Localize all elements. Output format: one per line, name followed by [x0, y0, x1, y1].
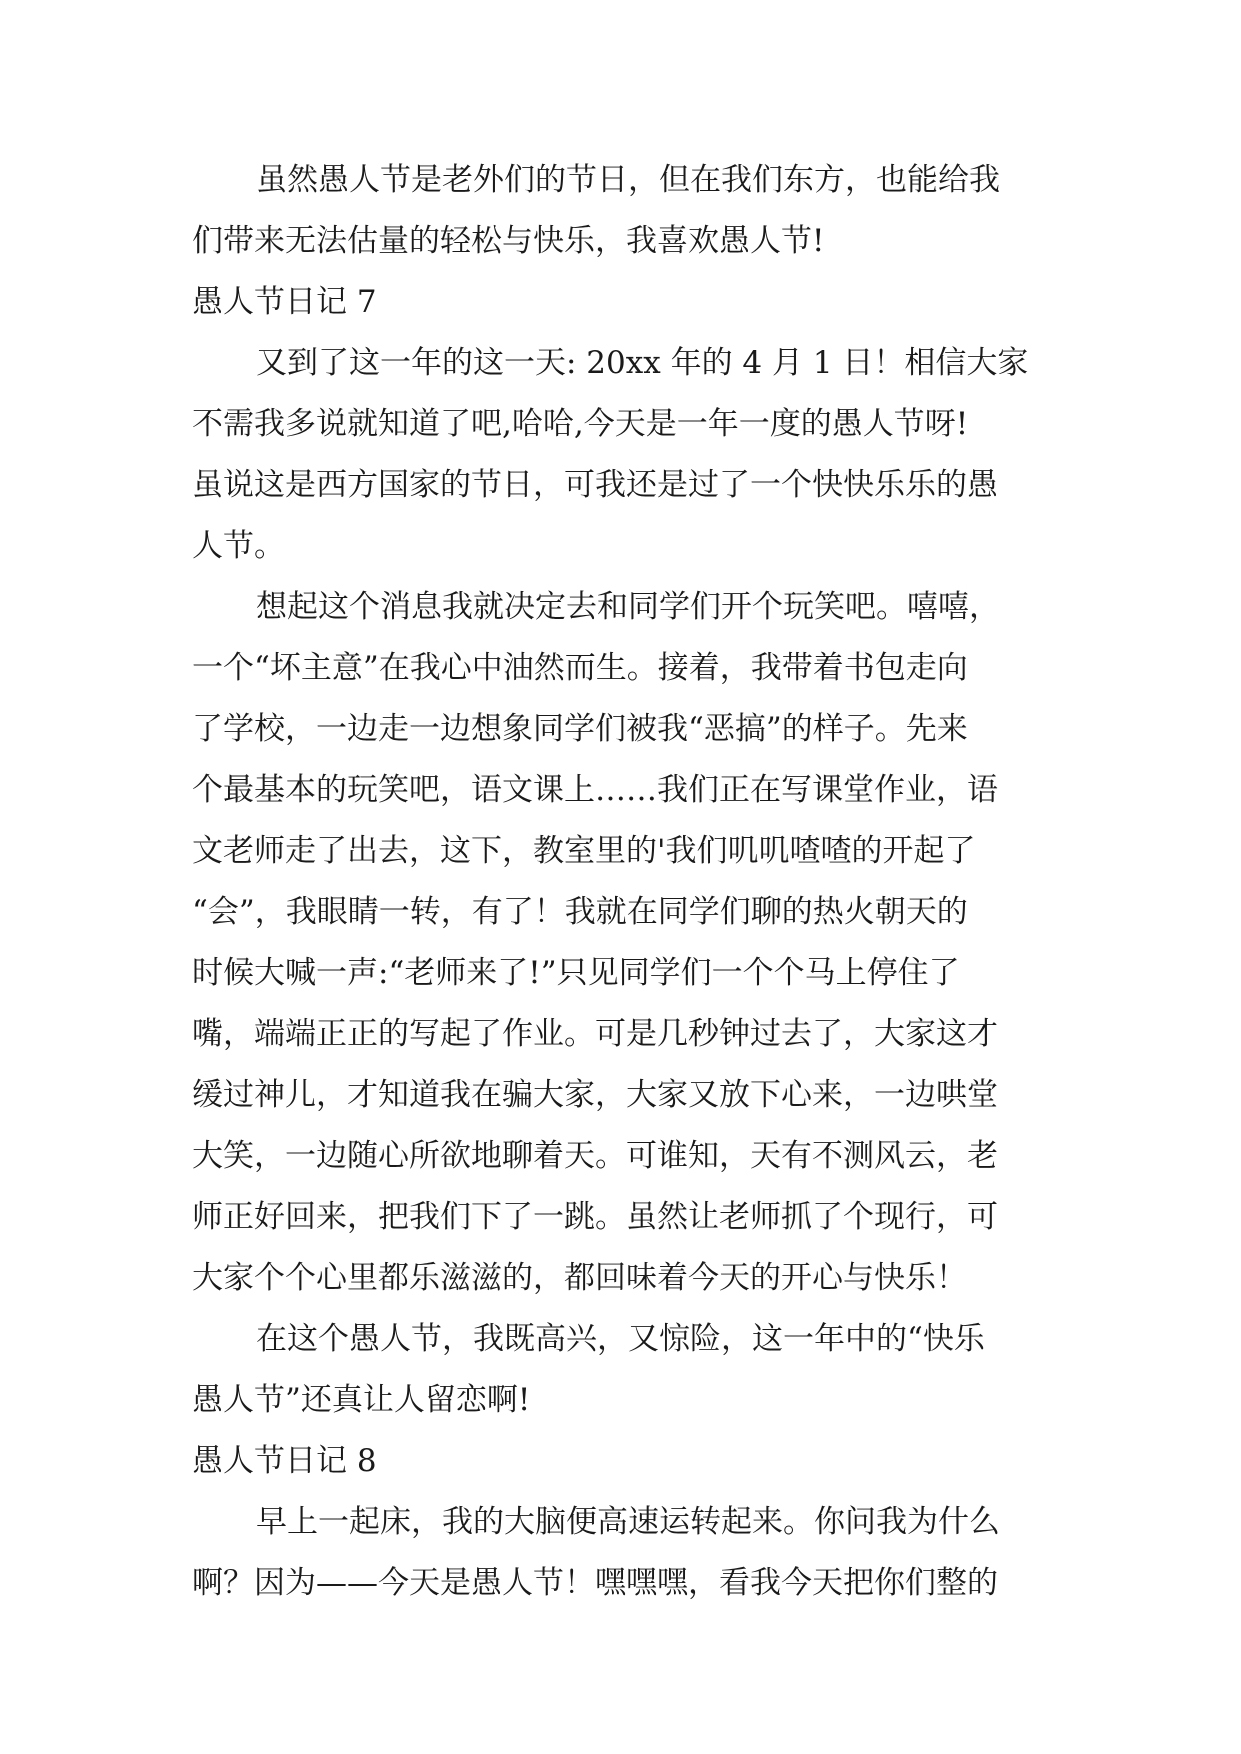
paragraph: [192, 333, 1050, 577]
text-line: 虽说这是西方国家的节日，可我还是过了一个快快乐乐的愚: [192, 467, 998, 503]
text-line: 时候大喊一声:“老师来了!”只见同学们一个个马上停住了: [192, 955, 960, 991]
text-line: 缓过神儿，才知道我在骗大家，大家又放下心来，一边哄堂: [192, 1077, 998, 1113]
text-line: 大笑，一边随心所欲地聊着天。可谁知，天有不测风云，老: [192, 1138, 998, 1174]
text-line: 人节。: [192, 528, 285, 564]
text-line: 啊？因为——今天是愚人节！嘿嘿嘿，看我今天把你们整的: [192, 1565, 998, 1601]
document-body: [192, 150, 1050, 1614]
paragraph: [192, 1492, 1050, 1614]
text-line: 想起这个消息我就决定去和同学们开个玩笑吧。嘻嘻，: [256, 589, 1000, 625]
text-line: 个最基本的玩笑吧，语文课上……我们正在写课堂作业，语: [192, 772, 998, 808]
text-line: 一个“坏主意”在我心中油然而生。接着，我带着书包走向: [192, 650, 968, 686]
text-line: 师正好回来，把我们下了一跳。虽然让老师抓了个现行，可: [192, 1199, 998, 1235]
text-line: “会”，我眼睛一转，有了！我就在同学们聊的热火朝天的: [192, 894, 968, 930]
section-heading: 愚人节日记 7: [192, 284, 377, 320]
text-line: 愚人节”还真让人留恋啊!: [192, 1382, 531, 1418]
paragraph: [192, 577, 1050, 1309]
text-line: 早上一起床，我的大脑便高速运转起来。你问我为什么: [256, 1504, 1000, 1540]
text-line: 不需我多说就知道了吧,哈哈,今天是一年一度的愚人节呀!: [192, 406, 969, 442]
text-line: 又到了这一年的这一天: 20xx 年的 4 月 1 日！相信大家: [256, 345, 1029, 381]
paragraph: [192, 150, 1050, 272]
text-line: 了学校，一边走一边想象同学们被我“恶搞”的样子。先来: [192, 711, 968, 747]
text-line: 们带来无法估量的轻松与快乐，我喜欢愚人节!: [192, 223, 825, 259]
section-heading: 愚人节日记 8: [192, 1443, 377, 1479]
text-line: 文老师走了出去，这下，教室里的'我们叽叽喳喳的开起了: [192, 833, 976, 869]
text-line: 虽然愚人节是老外们的节日，但在我们东方，也能给我: [256, 162, 1000, 198]
paragraph: [192, 1309, 1050, 1431]
text-line: 嘴，端端正正的写起了作业。可是几秒钟过去了，大家这才: [192, 1016, 998, 1052]
text-line: 在这个愚人节，我既高兴，又惊险，这一年中的“快乐: [256, 1321, 985, 1357]
text-line: 大家个个心里都乐滋滋的，都回味着今天的开心与快乐！: [192, 1260, 967, 1296]
